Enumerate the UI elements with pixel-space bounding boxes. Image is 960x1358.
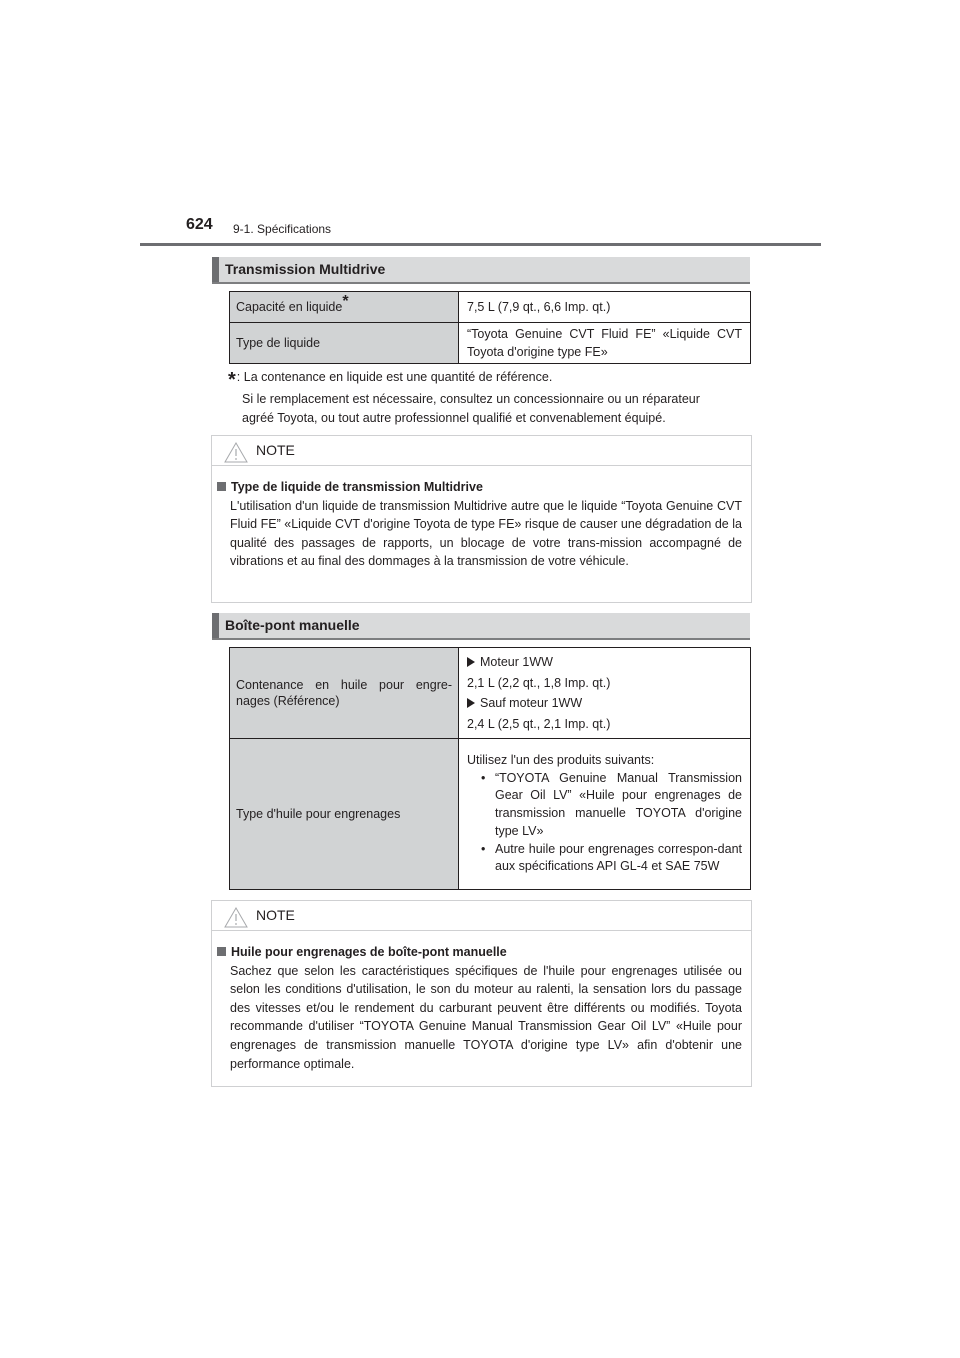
section-header-multidrive bbox=[212, 257, 750, 284]
warning-triangle-icon bbox=[224, 442, 248, 463]
note-text: Sachez que selon les caractéristiques spécifiques de l'huile pour engrenages utilisée ou selon les conditions d'utilisation, le son du moteur au ralenti, la sensation lors du passage des vitesses et/ou le rendement du carburant peuvent être différents ou modifiés. Toyota recommande d'utiliser “TOYOTA Genuine Manual Transmission Gear Oil LV” «Huile pour engrenages de transmission manuelle TOYOTA d'origine type LV» afin d'obtenir une performance optimale. bbox=[230, 963, 742, 1071]
oil-capacity-value bbox=[459, 648, 751, 739]
header-rule bbox=[140, 243, 821, 246]
table-row bbox=[230, 648, 751, 739]
triangle-arrow-icon bbox=[467, 698, 475, 708]
note-text: L'utilisation d'un liquide de transmission Multidrive autre que le liquide “Toyota Genuine CVT Fluid FE” «Liquide CVT d'origine Toyota de type FE» risque de causer une dégradation de la qualité des passages de rapports, un blocage de votre trans-mission accompagné de vibrations et au final des dommages à la transmission de votre véhicule. bbox=[230, 498, 742, 569]
note-body bbox=[212, 466, 751, 571]
section-title: Boîte-pont manuelle bbox=[225, 617, 360, 633]
note-label: NOTE bbox=[256, 442, 295, 458]
fluid-type-value: “Toyota Genuine CVT Fluid FE” «Liquide CVT Toyota d'origine type FE» bbox=[459, 323, 751, 364]
fluid-capacity-label bbox=[230, 292, 459, 323]
oil-list bbox=[467, 770, 742, 877]
footnote-line-2: Si le remplacement est nécessaire, consultez un concessionnaire ou un réparateur bbox=[242, 392, 700, 406]
note-label: NOTE bbox=[256, 907, 295, 923]
capacity-engine-1 bbox=[467, 652, 742, 673]
capacity-amount-2: 2,4 L (2,5 qt., 2,1 Imp. qt.) bbox=[467, 716, 611, 731]
warning-triangle-icon bbox=[224, 907, 248, 928]
oil-type-value bbox=[459, 739, 751, 890]
square-bullet-icon bbox=[217, 947, 226, 956]
list-item: • Autre huile pour engrenages correspon-dant aux spécifications API GL-4 et SAE 75W bbox=[467, 841, 742, 877]
chapter-title: 9-1. Spécifications bbox=[233, 222, 332, 236]
oil-capacity-label: Contenance en huile pour engre-nages (Référence) bbox=[230, 648, 459, 739]
capacity-amount-1: 2,1 L (2,2 qt., 1,8 Imp. qt.) bbox=[467, 675, 611, 690]
oil-intro: Utilisez l'un des produits suivants: bbox=[467, 752, 655, 767]
manual-spec-table bbox=[229, 647, 751, 890]
engine-label: Sauf moteur 1WW bbox=[480, 696, 583, 710]
note-title bbox=[217, 943, 742, 962]
note-title-text: Type de liquide de transmission Multidrive bbox=[231, 480, 483, 494]
list-item: • “TOYOTA Genuine Manual Transmission Gear Oil LV” «Huile pour engrenages de transmission manuelle TOYOTA d'origine type LV» bbox=[467, 770, 742, 841]
fluid-capacity-label-text: Capacité en liquide bbox=[236, 300, 343, 314]
fluid-type-label: Type de liquide bbox=[230, 323, 459, 364]
note-box-manual bbox=[211, 900, 752, 1087]
capacity-engine-2 bbox=[467, 693, 742, 714]
table-row bbox=[230, 292, 751, 323]
fluid-capacity-value: 7,5 L (7,9 qt., 6,6 Imp. qt.) bbox=[459, 292, 751, 323]
footnote-line-3: agréé Toyota, ou tout autre professionnel qualifié et convenablement équipé. bbox=[242, 411, 666, 425]
note-header bbox=[212, 436, 751, 466]
note-body bbox=[212, 931, 751, 1073]
triangle-arrow-icon bbox=[467, 657, 475, 667]
section-bar bbox=[212, 257, 219, 282]
oil-type-label: Type d'huile pour engrenages bbox=[230, 739, 459, 890]
square-bullet-icon bbox=[217, 482, 226, 491]
section-header-manual bbox=[212, 613, 750, 640]
section-bar bbox=[212, 613, 219, 638]
footnote bbox=[228, 368, 748, 428]
multidrive-spec-table bbox=[229, 291, 751, 364]
table-row bbox=[230, 323, 751, 364]
note-header bbox=[212, 901, 751, 931]
table-row bbox=[230, 739, 751, 890]
section-title: Transmission Multidrive bbox=[225, 261, 386, 277]
footnote-line-1: : La contenance en liquide est une quantité de référence. bbox=[236, 370, 553, 384]
note-title-text: Huile pour engrenages de boîte-pont manuelle bbox=[231, 945, 507, 959]
page-number: 624 bbox=[186, 216, 213, 233]
footnote-mark: * bbox=[342, 292, 349, 310]
note-box-multidrive bbox=[211, 435, 752, 603]
footnote-star: * bbox=[228, 369, 236, 391]
engine-label: Moteur 1WW bbox=[480, 655, 553, 669]
note-title bbox=[217, 478, 742, 497]
